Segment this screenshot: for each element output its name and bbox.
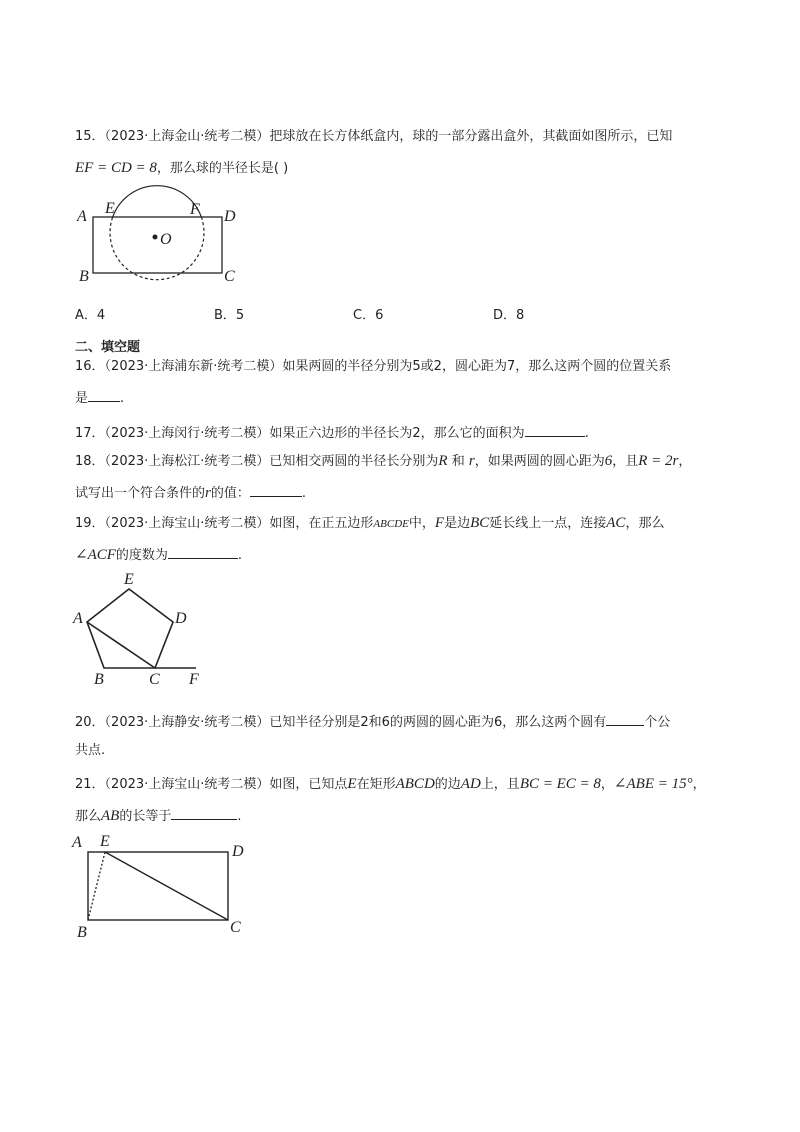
question-number: 18．: [75, 454, 105, 469]
label-C: C: [149, 671, 160, 688]
question-number: 19．: [75, 516, 105, 531]
question-text: .: [237, 809, 242, 824]
question-text: 如果正六边形的半径长为2，那么它的面积为: [269, 426, 525, 441]
formula: EF = CD = 8: [75, 160, 157, 176]
question-text: .: [120, 391, 125, 406]
math-var: BC: [470, 515, 490, 531]
question-text: 那么: [75, 809, 102, 824]
label-F: F: [190, 201, 200, 218]
question-text: 的长等于: [119, 809, 172, 824]
question-text: 延长线上一点，连接: [489, 516, 607, 531]
rectangle-abcd: [88, 852, 228, 920]
label-B: B: [94, 671, 104, 688]
label-A: A: [77, 208, 87, 225]
question-number: 20．: [75, 715, 105, 730]
label-A: A: [72, 834, 82, 851]
option-a: A．4: [75, 308, 106, 323]
label-D: D: [224, 208, 236, 225]
formula: R = 2r: [638, 453, 679, 469]
question-number: 16．: [75, 359, 105, 374]
question-text: 上，且: [480, 777, 520, 792]
question-source: （2023·上海静安·统考二模）: [104, 715, 270, 730]
math-var: r: [205, 485, 211, 501]
question-text: 的度数为: [115, 548, 168, 563]
formula: ∠ACF: [75, 547, 116, 563]
question-20-line2: 共点.: [75, 743, 106, 758]
question-text: 如图，已知点: [269, 777, 348, 792]
question-source: （2023·上海宝山·统考二模）: [104, 516, 270, 531]
section-title: 二、填空题: [75, 340, 141, 355]
question-text: 已知相交两圆的半径长分别为: [269, 454, 439, 469]
label-A: A: [73, 610, 83, 627]
formula: ∠ABE = 15°: [613, 776, 693, 792]
label-E: E: [100, 833, 110, 850]
question-text: ，且: [612, 454, 639, 469]
label-D: D: [232, 843, 244, 860]
label-F: F: [189, 671, 199, 688]
label-B: B: [79, 268, 89, 285]
label-B: B: [77, 924, 87, 941]
label-C: C: [224, 268, 235, 285]
segment-be: [88, 852, 105, 920]
question-text: ，: [600, 777, 614, 792]
math-var: AD: [460, 776, 481, 792]
option-b: B．5: [214, 308, 245, 323]
label-C: C: [230, 919, 241, 936]
question-text: 中，: [408, 516, 435, 531]
option-c: C．6: [353, 308, 384, 323]
question-text: ，: [692, 777, 706, 792]
question-number: 21．: [75, 777, 105, 792]
question-text: .: [301, 486, 307, 501]
question-text: ，如果两圆的圆心距为: [474, 454, 605, 469]
question-text: 是: [75, 391, 89, 406]
question-text: 的值：: [210, 486, 250, 501]
question-text: 和: [447, 454, 469, 469]
question-text: 把球放在长方体纸盒内，球的一部分露出盒外，其截面如图所示，已知: [269, 129, 673, 144]
question-source: （2023·上海宝山·统考二模）: [104, 777, 270, 792]
question-text: ，那么: [625, 516, 665, 531]
question-text: ，那么球的半径长是( ): [156, 161, 289, 176]
question-text: .: [237, 548, 243, 563]
question-source: （2023·上海松江·统考二模）: [104, 454, 270, 469]
formula: BC = EC = 8: [519, 776, 601, 792]
question-text: 是边: [444, 516, 471, 531]
question-text: .: [584, 426, 589, 441]
math-var: AC: [606, 515, 626, 531]
math-var: ABCDE: [373, 518, 409, 530]
question-text: 如果两圆的半径分别为5或2，圆心距为7，那么这两个圆的位置关系: [282, 359, 672, 374]
math-var: r: [468, 453, 475, 469]
label-E: E: [105, 200, 115, 217]
question-source: （2023·上海浦东新·统考二模）: [104, 359, 283, 374]
math-var: AB: [101, 808, 120, 824]
question-source: （2023·上海金山·统考二模）: [104, 129, 270, 144]
segment-ec: [105, 852, 228, 920]
question-text: 试写出一个符合条件的: [75, 486, 206, 501]
option-d: D．8: [493, 308, 525, 323]
question-text: ，: [678, 454, 692, 469]
math-var: 6: [604, 453, 613, 469]
math-var: E: [347, 776, 357, 792]
label-O: O: [160, 231, 172, 248]
question-source: （2023·上海闵行·统考二模）: [104, 426, 270, 441]
label-D: D: [175, 610, 187, 627]
math-var: F: [434, 515, 445, 531]
question-text: 如图，在正五边形: [269, 516, 374, 531]
question-text: 个公: [644, 715, 671, 730]
math-var: ABCD: [395, 776, 435, 792]
question-text: 已知半径分别是2和6的两圆的圆心距为6，那么这两个圆有: [269, 715, 607, 730]
question-text: 在矩形: [356, 777, 396, 792]
question-number: 15．: [75, 129, 105, 144]
math-var: R: [438, 453, 448, 469]
question-number: 17．: [75, 426, 105, 441]
label-E: E: [124, 571, 134, 588]
question-text: 的边: [434, 777, 461, 792]
